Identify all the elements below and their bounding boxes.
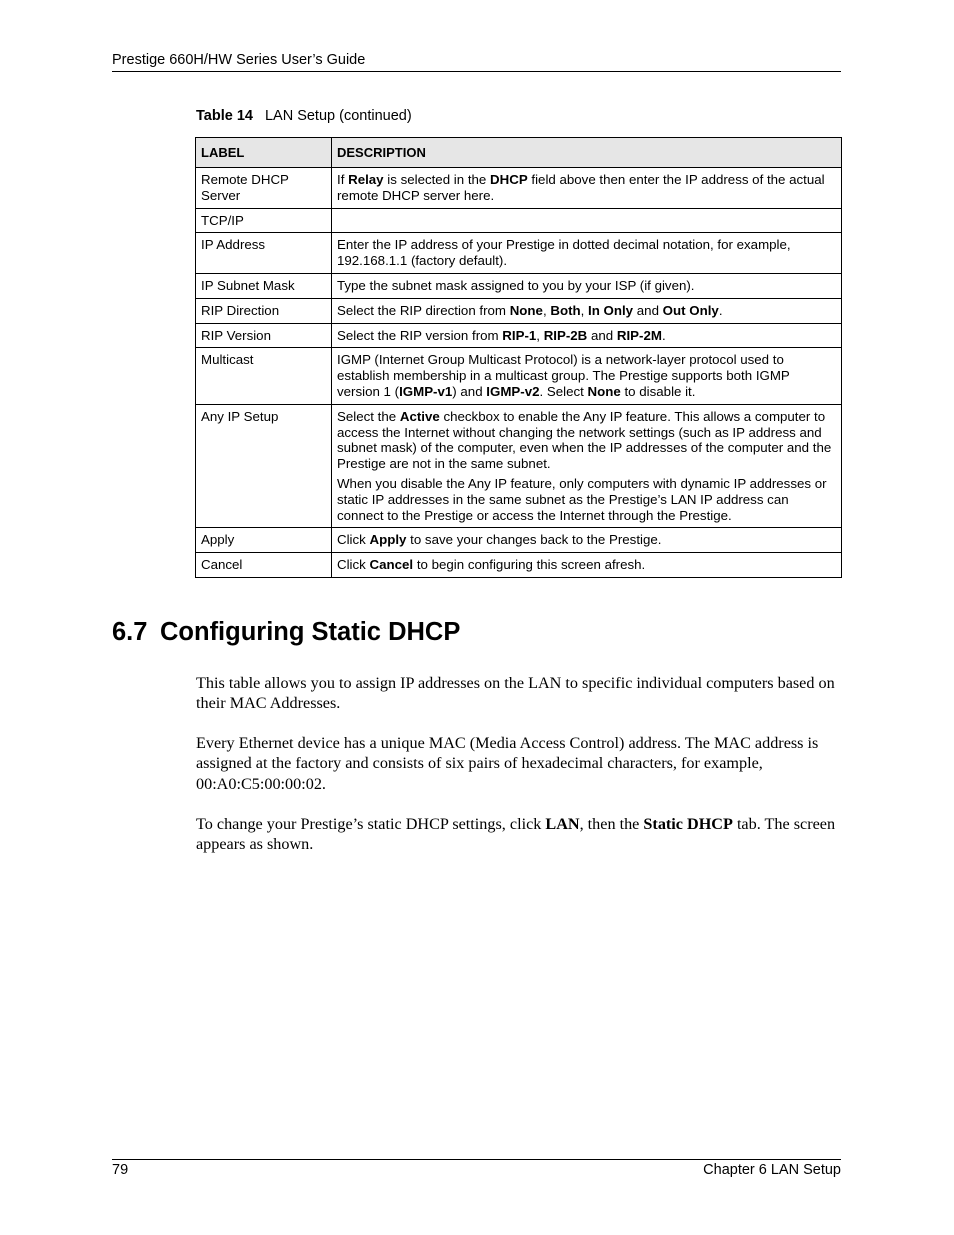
description-text: Click Apply to save your changes back to the Prestige. [337, 532, 662, 548]
table-row [196, 208, 842, 233]
table-row [196, 298, 842, 323]
row-label: Remote DHCP Server [196, 168, 332, 209]
description-text: Type the subnet mask assigned to you by your ISP (if given). [337, 277, 695, 293]
row-description [332, 208, 842, 233]
page-number: 79 [112, 1162, 129, 1178]
row-description [332, 404, 842, 528]
row-label: TCP/IP [196, 208, 332, 233]
description-text: When you disable the Any IP feature, only computers with dynamic IP addresses or static IP addresses in the same subnet as the Prestige’s LAN IP address can connect to the Prestige or access the Internet through the Prestige. [337, 475, 827, 523]
row-label: Multicast [196, 348, 332, 404]
section-title: Configuring Static DHCP [160, 618, 461, 646]
table-header-row [196, 138, 842, 168]
section-number: 6.7 [112, 618, 148, 646]
row-description [332, 233, 842, 274]
description-text: Click Cancel to begin configuring this screen afresh. [337, 557, 646, 573]
row-label: RIP Version [196, 323, 332, 348]
table-caption [196, 108, 412, 124]
table-body [196, 168, 842, 578]
table-caption-label: Table 14 [196, 108, 253, 124]
column-header-label: LABEL [196, 138, 332, 168]
row-description [332, 348, 842, 404]
running-header: Prestige 660H/HW Series User’s Guide [112, 52, 366, 68]
description-text: IGMP (Internet Group Multicast Protocol) is a network-layer protocol used to establish membership in a multicast group. The Prestige supports both IGMP version 1 (IGMP-v1) and IGMP-v2. Select None to disable it. [337, 352, 790, 399]
table-row [196, 553, 842, 578]
column-header-description: DESCRIPTION [332, 138, 842, 168]
row-description [332, 298, 842, 323]
description-text: Enter the IP address of your Prestige in dotted decimal notation, for example, 192.168.1.1 (factory default). [337, 237, 791, 269]
header-rule [112, 71, 841, 72]
table-row [196, 348, 842, 404]
row-label: RIP Direction [196, 298, 332, 323]
row-label: Apply [196, 528, 332, 553]
row-label: Any IP Setup [196, 404, 332, 528]
row-label: IP Subnet Mask [196, 273, 332, 298]
body-paragraph: To change your Prestige’s static DHCP settings, click LAN, then the Static DHCP tab. The screen appears as shown. [196, 815, 836, 854]
footer-rule [112, 1159, 841, 1160]
table-row [196, 528, 842, 553]
row-description [332, 168, 842, 209]
description-text: Select the RIP direction from None, Both, In Only and Out Only. [337, 302, 723, 318]
body-paragraph: Every Ethernet device has a unique MAC (Media Access Control) address. The MAC address is assigned at the factory and consists of six pairs of hexadecimal characters, for example, 00:A0:C5:00:00:02. [196, 734, 819, 793]
table-row [196, 273, 842, 298]
row-description [332, 323, 842, 348]
row-label: Cancel [196, 553, 332, 578]
row-description [332, 553, 842, 578]
body-paragraph: This table allows you to assign IP addresses on the LAN to specific individual computers based on their MAC Addresses. [196, 674, 835, 713]
table-row [196, 233, 842, 274]
row-description [332, 273, 842, 298]
table-row [196, 404, 842, 528]
table-row [196, 323, 842, 348]
chapter-title: Chapter 6 LAN Setup [703, 1162, 841, 1178]
lan-setup-table [195, 137, 842, 578]
section-heading [112, 618, 460, 647]
row-label: IP Address [196, 233, 332, 274]
table-caption-text: LAN Setup (continued) [264, 108, 412, 124]
description-text: Select the RIP version from RIP-1, RIP-2B and RIP-2M. [337, 327, 666, 343]
description-text: If Relay is selected in the DHCP field above then enter the IP address of the actual remote DHCP server here. [337, 172, 825, 203]
row-description [332, 528, 842, 553]
description-text: Select the Active checkbox to enable the Any IP feature. This allows a computer to access the Internet without changing the network settings (such as IP address and subnet mask) of the computer, even when the IP addresses of the computer and the Prestige are not in the same subnet. [337, 408, 832, 472]
table-row [196, 168, 842, 209]
